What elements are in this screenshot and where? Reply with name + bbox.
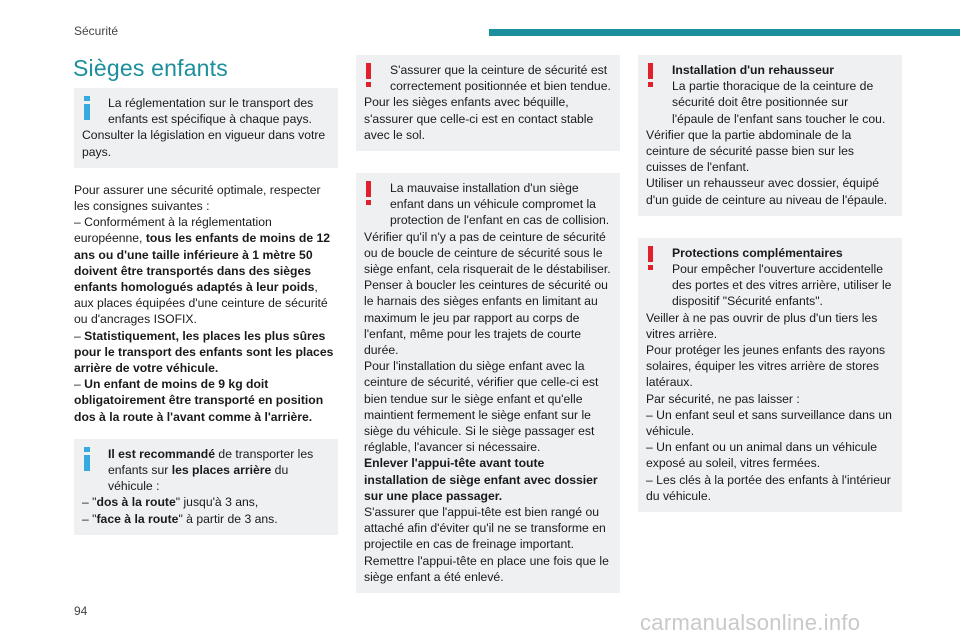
warning-paragraph-bold: Enlever l'appui-tête avant toute installation de siège enfant avec dossier sur une place passager. — [364, 456, 598, 503]
list-item: – Statistiquement, les places les plus sûres pour le transport des enfants sont les places arrière de votre véhicule. — [74, 328, 334, 376]
info-icon — [83, 95, 97, 121]
intro-text: Pour assurer une sécurité optimale, respecter les consignes suivantes : — [74, 182, 321, 214]
info-box-regulation — [74, 88, 338, 168]
warning-paragraph: Penser à boucler les ceintures de sécurité ou le harnais des sièges enfants en limitant au maximum le jeu par rapport au corps de l'enfant, même pour les trajets de courte durée. — [364, 278, 608, 358]
warning-paragraph: Utiliser un rehausseur avec dossier, équipé d'un guide de ceinture au niveau de l'épaule. — [646, 176, 888, 207]
warning-box-belt — [356, 55, 620, 151]
info-box-text: Consulter la législation en vigueur dans votre pays. — [82, 128, 326, 159]
column-2 — [356, 55, 620, 593]
warning-icon — [365, 180, 379, 206]
warning-box-lead: Installation d'un rehausseur La partie thoracique de la ceinture de sécurité doit être positionnée sur l'épaule de l'enfant sans toucher le cou. — [672, 63, 886, 126]
header-accent-bar — [489, 29, 960, 36]
warning-box-installation — [356, 173, 620, 593]
info-box-recommendation — [74, 439, 338, 535]
warning-icon — [647, 245, 661, 271]
warning-paragraph: Pour l'installation du siège enfant avec la ceinture de sécurité, vérifier que celle-ci est bien tendue sur le siège enfant et qu'elle maintient fermement le siège enfant sur le siège du véhicule. Si le siège passager est réglable, l'avancer si nécessaire. — [364, 359, 599, 455]
info-box-lead: Il est recommandé de transporter les enfants sur les places arrière du véhicule : — [108, 446, 314, 494]
warning-box-lead: S'assurer que la ceinture de sécurité est correctement positionnée et bien tendue. — [390, 63, 611, 94]
warning-box-booster — [638, 55, 902, 216]
warning-icon — [647, 62, 661, 88]
watermark: carmanualsonline.info — [640, 610, 861, 635]
warning-box-lead: La mauvaise installation d'un siège enfant dans un véhicule compromet la protection de l'enfant en cas de collision. — [390, 181, 610, 228]
safety-instructions — [74, 182, 338, 425]
page-title: Sièges enfants — [73, 55, 228, 81]
warning-paragraph: Par sécurité, ne pas laisser : — [646, 391, 800, 406]
warning-paragraph: Veiller à ne pas ouvrir de plus d'un tiers les vitres arrière. — [646, 310, 878, 341]
warning-paragraph: S'assurer que l'appui-tête est bien rangé ou attaché afin d'éviter qu'il ne se transforme en projectile en cas de freinage important. Remettre l'appui-tête en place une fois que le siège enfant a été enlevé. — [364, 505, 609, 584]
warning-box-text: Pour les sièges enfants avec béquille, s'assurer que celle-ci est en contact stable avec le sol. — [364, 95, 594, 142]
list-item: – "face à la route" à partir de 3 ans. — [82, 511, 278, 526]
list-item: – Les clés à la portée des enfants à l'intérieur du véhicule. — [646, 472, 891, 503]
running-header-section: Sécurité — [74, 24, 119, 38]
warning-paragraph: Vérifier que la partie abdominale de la ceinture de sécurité passe bien sur les cuisses de l'enfant. — [646, 127, 854, 175]
warning-box-lead: Protections complémentaires Pour empêcher l'ouverture accidentelle des portes et des vitres arrière, utiliser le dispositif "Sécurité enfants". — [672, 245, 892, 309]
list-item: – Un enfant de moins de 9 kg doit obligatoirement être transporté en position dos à la route à l'avant comme à l'arrière. — [74, 377, 324, 424]
warning-box-protections — [638, 238, 902, 512]
info-icon — [83, 446, 97, 472]
warning-paragraph: Vérifier qu'il n'y a pas de ceinture de sécurité ou de boucle de ceinture de sécurité sous le siège enfant, cela risquerait de le déstabiliser. — [364, 229, 611, 277]
info-box-lead: La réglementation sur le transport des enfants est spécifique à chaque pays. — [108, 96, 314, 127]
warning-icon — [365, 62, 379, 88]
column-3 — [638, 55, 902, 512]
list-item: – Un enfant ou un animal dans un véhicule exposé au soleil, vitres fermées. — [646, 440, 878, 471]
page-number: 94 — [74, 604, 88, 618]
list-item: – "dos à la route" jusqu'à 3 ans, — [82, 495, 259, 510]
warning-paragraph: Pour protéger les jeunes enfants des rayons solaires, équiper les vitres arrière de stores latéraux. — [646, 343, 886, 390]
list-item: – Conformément à la réglementation européenne, tous les enfants de moins de 12 ans ou d'une taille inférieure à 1 mètre 50 doivent être transportés dans des sièges enfants homologués adaptés à leur poids, aux places équipées d'une ceinture de sécurité ou d'ancrages ISOFIX. — [74, 215, 331, 327]
list-item: – Un enfant seul et sans surveillance dans un véhicule. — [646, 407, 892, 439]
column-1 — [74, 88, 338, 535]
